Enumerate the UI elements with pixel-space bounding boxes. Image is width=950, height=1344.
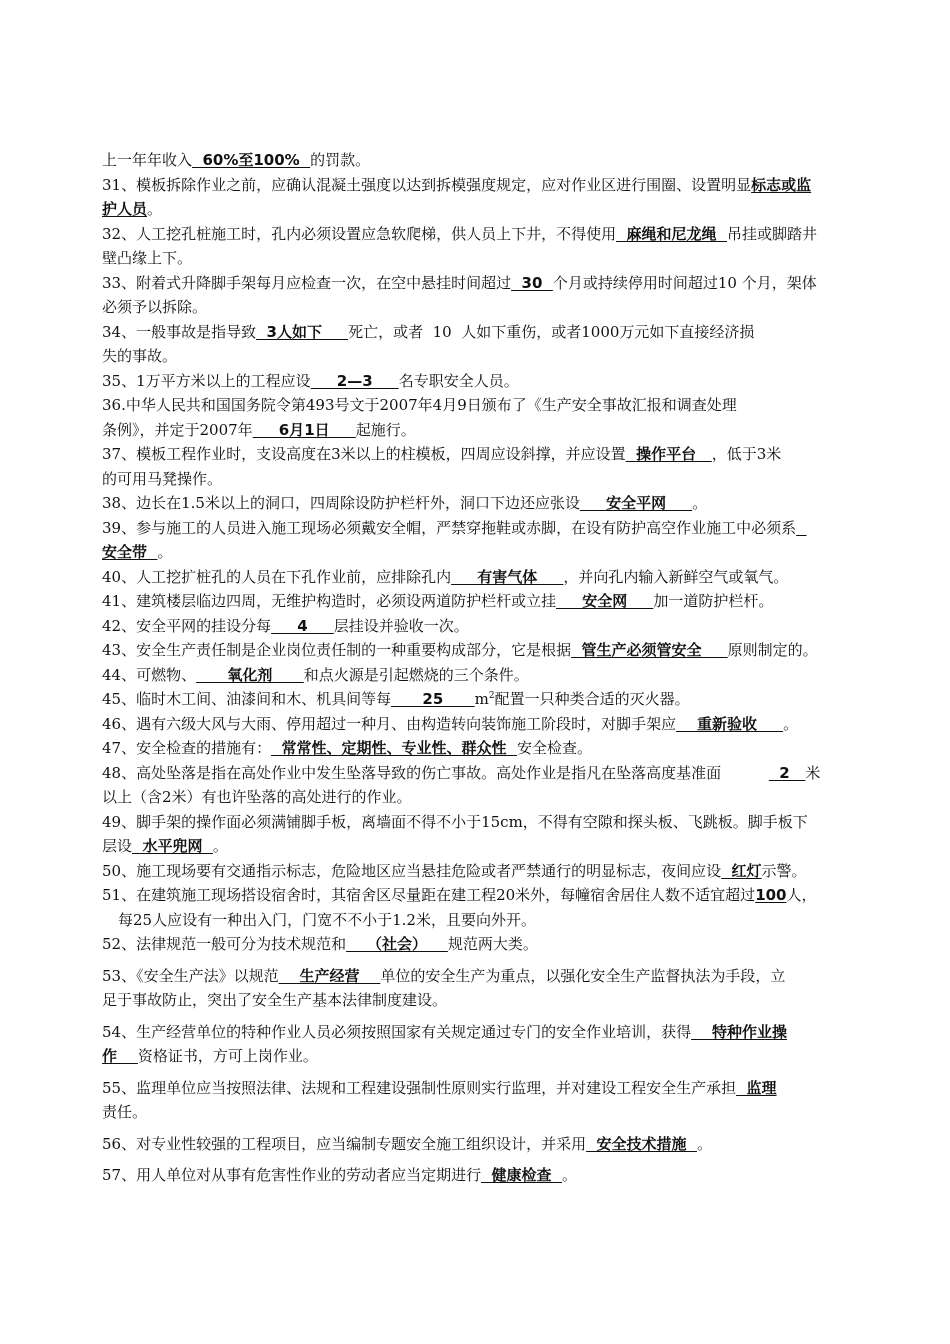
- line-text: 。: [157, 543, 173, 561]
- line-text: 责任。: [102, 1103, 148, 1121]
- text-line: [102, 687, 902, 712]
- text-line: [102, 442, 902, 467]
- answer-blank: 重新验收: [676, 714, 784, 733]
- text-line: [102, 1076, 902, 1101]
- answer-blank: [796, 519, 806, 537]
- answer-blank: 有害气体: [451, 567, 564, 586]
- line-text: 。: [561, 1166, 577, 1184]
- answer-blank: 监理: [736, 1078, 777, 1097]
- answer-blank: 水平兜网: [132, 837, 213, 855]
- text-line: [102, 810, 902, 835]
- text-line: [102, 859, 902, 884]
- line-text: 每25人应设有一种出入门，门宽不不小于1.2米，且要向外开。: [118, 910, 536, 929]
- text-line: [102, 785, 902, 810]
- answer-blank: 生产经营: [278, 966, 381, 985]
- text-line: [102, 222, 902, 247]
- line-text: 层挂设并验收一次。: [333, 616, 469, 635]
- line-text: 资格证书，方可上岗作业。: [137, 1047, 318, 1065]
- text-line: [102, 246, 902, 271]
- text-line: [102, 491, 902, 516]
- answer-blank: 常常性、定期性、专业性、群众性: [271, 739, 517, 757]
- text-line: [102, 393, 902, 418]
- line-text: 加一道防护栏杆。: [653, 592, 774, 610]
- answer-blank: 2: [768, 763, 806, 782]
- line-text: 示警。: [761, 861, 807, 880]
- text-line: [102, 344, 902, 369]
- line-text: 37、模板工程作业时，支设高度在3米以上的柱模板，四周应设斜撑，并应设置: [102, 445, 626, 463]
- line-text: 48、高处坠落是指在高处作业中发生坠落导致的伤亡事故。高处作业是指凡在坠落高度基准面: [102, 763, 769, 782]
- answer-blank: 3人如下: [256, 322, 349, 341]
- text-line: [102, 736, 902, 761]
- line-text: 50、施工现场要有交通指示标志，危险地区应当悬挂危险或者严禁通行的明显标志，夜间应设: [102, 861, 722, 880]
- line-text: 死亡，或者 10 人如下重伤，或者1000万元如下直接经济损: [348, 322, 755, 341]
- line-text: 和点火源是引起燃烧的三个条件。: [303, 665, 529, 684]
- line-text: 31、模板拆除作业之前，应确认混凝土强度以达到拆模强度规定，应对作业区进行围圈、设置明显: [102, 175, 752, 194]
- line-text: 的罚款。: [310, 151, 371, 169]
- line-text: 55、监理单位应当按照法律、法规和工程建设强制性原则实行监理，并对建设工程安全生产承担: [102, 1078, 737, 1097]
- answer-blank: 100: [755, 886, 787, 904]
- line-text: 配置一只种类合适的灭火器。: [494, 690, 690, 708]
- answer-blank: 标志或监: [751, 175, 812, 194]
- line-text: 44、可燃物、: [102, 665, 197, 684]
- text-line: [102, 516, 902, 541]
- line-text: 条例》，并定于2007年: [102, 420, 253, 439]
- line-text: 36.中华人民共和国国务院令第493号文于2007年4月9日颁布了《生产安全事故汇报和调查处理: [102, 396, 737, 414]
- text-line: [102, 1132, 902, 1157]
- text-line: [102, 883, 902, 908]
- line-text: 安全检查。: [516, 739, 592, 757]
- line-text: 的可用马凳操作。: [102, 469, 223, 488]
- text-line: [102, 173, 902, 198]
- line-text: 34、一般事故是指导致: [102, 322, 257, 341]
- line-text: 。: [692, 494, 708, 512]
- document-body: [102, 148, 902, 1188]
- text-line: [102, 761, 902, 786]
- text-line: [102, 320, 902, 345]
- line-text: 失的事故。: [102, 347, 178, 365]
- answer-blank: 健康检查: [481, 1166, 562, 1184]
- line-text: 单位的安全生产为重点，以强化安全生产监督执法为手段，立: [380, 966, 786, 985]
- line-text: 42、安全平网的挂设分每: [102, 616, 272, 635]
- text-line: [102, 964, 902, 989]
- line-text: 43、安全生产责任制是企业岗位责任制的一种重要构成部分，它是根据: [102, 641, 572, 659]
- line-text: 45、临时木工间、油漆间和木、机具间等每: [102, 690, 392, 708]
- line-text: 以上（含2米）有也许坠落的高处进行的作业。: [102, 788, 412, 806]
- line-text: ，低于3米: [711, 445, 782, 463]
- answer-blank: 安全平网: [579, 494, 693, 512]
- answer-blank: 6月1日: [252, 420, 356, 439]
- line-text: 32、人工挖孔桩施工时，孔内必须设置应急软爬梯，供人员上下井，不得使用: [102, 224, 617, 243]
- line-text: 必须予以拆除。: [102, 298, 208, 316]
- line-text: 53、《安全生产法》以规范: [102, 966, 279, 985]
- line-text: 上一年年收入: [102, 151, 193, 169]
- line-text: 35、1万平方米以上的工程应设: [102, 371, 311, 390]
- text-line: [102, 638, 902, 663]
- line-text: 。: [696, 1134, 712, 1153]
- answer-blank: 红灯: [721, 861, 762, 880]
- text-line: [102, 988, 902, 1013]
- text-line: [102, 712, 902, 737]
- answer-blank: 25: [391, 690, 475, 708]
- text-line: [102, 834, 902, 859]
- text-line: [102, 1020, 902, 1045]
- line-text: m: [474, 690, 489, 708]
- line-text: 个月或持续停用时间超过10 个月，架体: [552, 273, 817, 292]
- line-text: 56、对专业性较强的工程项目，应当编制专题安全施工组织设计，并采用: [102, 1134, 587, 1153]
- line-text: 49、脚手架的操作面必须满铺脚手板，离墙面不得不小于15cm，不得有空隙和探头板、飞跳板。脚手板下: [102, 812, 808, 831]
- line-text: 38、边长在1.5米以上的洞口，四周除设防护栏杆外，洞口下边还应张设: [102, 494, 580, 512]
- answer-blank: 安全网: [556, 592, 654, 610]
- answer-blank: 30: [511, 273, 553, 292]
- text-line: [102, 663, 902, 688]
- line-text: 52、法律规范一般可分为技术规范和: [102, 935, 347, 953]
- line-text: 。: [783, 714, 799, 733]
- line-text: 原则制定的。: [727, 641, 818, 659]
- line-text: 起施行。: [355, 420, 416, 439]
- line-text: 40、人工挖扩桩孔的人员在下孔作业前，应排除孔内: [102, 567, 452, 586]
- line-text: 米: [805, 763, 821, 782]
- line-text: 47、安全检查的措施有：: [102, 739, 272, 757]
- line-text: 规范两大类。: [447, 935, 538, 953]
- text-line: [102, 589, 902, 614]
- text-line: [102, 369, 902, 394]
- text-line: [102, 932, 902, 957]
- answer-blank: （社会）: [346, 935, 448, 953]
- line-text: 54、生产经营单位的特种作业人员必须按照国家有关规定通过专门的安全作业培训，获得: [102, 1022, 692, 1041]
- text-line: [102, 1163, 902, 1188]
- answer-blank: 管生产必须管安全: [571, 641, 728, 659]
- line-text: 33、附着式升降脚手架每月应检查一次，在空中悬挂时间超过: [102, 273, 512, 292]
- line-text: 名专职安全人员。: [398, 371, 519, 390]
- answer-blank: 麻绳和尼龙绳: [616, 224, 727, 243]
- text-line: [102, 467, 902, 492]
- text-line: [102, 1044, 902, 1069]
- line-text: 。: [212, 837, 228, 855]
- superscript: 2: [488, 691, 495, 701]
- answer-blank: 60%至100%: [192, 151, 311, 169]
- answer-blank: 安全带: [102, 543, 158, 561]
- answer-blank: 特种作业操: [691, 1022, 787, 1041]
- answer-blank: 操作平台: [625, 445, 712, 463]
- answer-blank: 护人员: [102, 200, 148, 218]
- text-line: [102, 197, 902, 222]
- line-text: 。: [147, 200, 163, 218]
- text-line: [102, 148, 902, 173]
- line-text: 51、在建筑施工现场搭设宿舍时，其宿舍区尽量距在建工程20米外，每幢宿舍居住人数不适宜超过: [102, 886, 756, 904]
- line-text: 足于事故防止，突出了安全生产基本法律制度建设。: [102, 991, 448, 1009]
- answer-blank: 4: [271, 616, 334, 635]
- line-text: 39、参与施工的人员进入施工现场必须戴安全帽，严禁穿拖鞋或赤脚，在设有防护高空作业施工中必须系: [102, 518, 797, 537]
- line-text: ，并向孔内输入新鲜空气或氧气。: [563, 567, 789, 586]
- text-line: [102, 908, 902, 933]
- line-text: 壁凸缘上下。: [102, 249, 193, 267]
- answer-blank: 氧化剂: [196, 665, 304, 684]
- line-text: 57、用人单位对从事有危害性作业的劳动者应当定期进行: [102, 1166, 482, 1184]
- text-line: [102, 565, 902, 590]
- line-text: 层设: [102, 837, 133, 855]
- line-text: 41、建筑楼层临边四周，无维护构造时，必须设两道防护栏杆或立挂: [102, 592, 557, 610]
- answer-blank: 安全技术措施: [586, 1134, 697, 1153]
- text-line: [102, 614, 902, 639]
- answer-blank: 作: [102, 1047, 138, 1065]
- line-text: 人，: [786, 886, 817, 904]
- text-line: [102, 295, 902, 320]
- text-line: [102, 540, 902, 565]
- line-text: 46、遇有六级大风与大雨、停用超过一种月、由构造转向装饰施工阶段时，对脚手架应: [102, 714, 677, 733]
- text-line: [102, 271, 902, 296]
- text-line: [102, 1100, 902, 1125]
- line-text: 吊挂或脚踏井: [726, 224, 817, 243]
- answer-blank: 2—3: [310, 371, 399, 390]
- text-line: [102, 418, 902, 443]
